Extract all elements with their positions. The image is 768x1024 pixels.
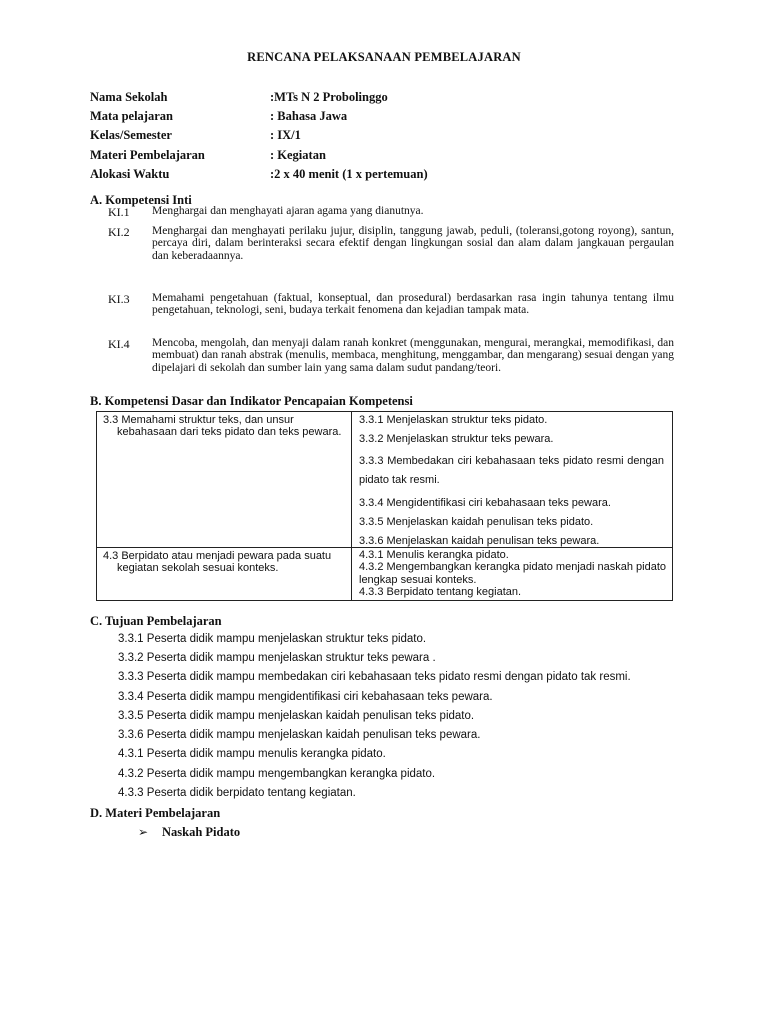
- identity-value-time: :2 x 40 menit (1 x pertemuan): [270, 167, 428, 181]
- identity-label-material: Materi Pembelajaran: [90, 148, 205, 162]
- identity-label-school: Nama Sekolah: [90, 90, 168, 104]
- ki3-code: KI.3: [108, 292, 130, 306]
- indicator-item: 4.3.3 Berpidato tentang kegiatan.: [359, 586, 522, 599]
- material-bullet: Naskah Pidato: [162, 825, 241, 839]
- ki1-code: KI.1: [108, 205, 130, 219]
- goal-item: 4.3.3 Peserta didik berpidato tentang kegiatan.: [118, 787, 356, 799]
- identity-label-subject: Mata pelajaran: [90, 109, 173, 123]
- kd-cell: [97, 412, 352, 548]
- document-title: RENCANA PELAKSANAAN PEMBELAJARAN: [247, 50, 521, 64]
- indicator-item: 3.3.3 Membedakan ciri kebahasaan teks pidato resmi dengan pidato tak resmi.: [359, 455, 664, 486]
- goal-item: 3.3.4 Peserta didik mampu mengidentifikasi ciri kebahasaan teks pewara.: [118, 691, 493, 703]
- section-d-heading: D. Materi Pembelajaran: [90, 806, 221, 820]
- indicator-item: 3.3.1 Menjelaskan struktur teks pidato.: [359, 414, 548, 426]
- identity-value-school: :MTs N 2 Probolinggo: [270, 90, 388, 104]
- section-c-heading: C. Tujuan Pembelajaran: [90, 614, 222, 628]
- competency-table: [96, 411, 673, 601]
- indicator-cell: [352, 548, 673, 601]
- goal-item: 3.3.3 Peserta didik mampu membedakan ciri kebahasaan teks pidato resmi dengan pidato tak resmi.: [118, 671, 631, 683]
- table-row: [97, 412, 673, 548]
- goal-item: 4.3.1 Peserta didik mampu menulis kerangka pidato.: [118, 748, 386, 760]
- kd-text: 4.3 Berpidato atau menjadi pewara pada suatu kegiatan sekolah sesuai konteks.: [103, 550, 332, 575]
- ki2-code: KI.2: [108, 225, 130, 239]
- indicator-item: 3.3.4 Mengidentifikasi ciri kebahasaan teks pewara.: [359, 496, 611, 509]
- ki4-code: KI.4: [108, 337, 130, 351]
- indicator-item: 3.3.2 Menjelaskan struktur teks pewara.: [359, 433, 554, 445]
- indicator-cell: [352, 412, 673, 548]
- indicator-item: 3.3.6 Menjelaskan kaidah penulisan teks pewara.: [359, 534, 600, 547]
- kd-text: 3.3 Memahami struktur teks, dan unsur kebahasaan dari teks pidato dan teks pewara.: [103, 414, 342, 439]
- identity-value-subject: : Bahasa Jawa: [270, 109, 348, 123]
- goal-item: 3.3.5 Peserta didik mampu menjelaskan kaidah penulisan teks pidato.: [118, 710, 475, 722]
- identity-value-material: : Kegiatan: [270, 148, 326, 162]
- ki3-text: Memahami pengetahuan (faktual, konseptual, dan prosedural) berdasarkan rasa ingin tahunya tentang ilmu pengetahuan, teknologi, seni, budaya terkait fenomena dan kejadian tampak mata.: [152, 292, 674, 317]
- identity-label-time: Alokasi Waktu: [90, 167, 170, 181]
- goal-item: 3.3.6 Peserta didik mampu menjelaskan kaidah penulisan teks pewara.: [118, 729, 481, 741]
- goal-item: 4.3.2 Peserta didik mampu mengembangkan kerangka pidato.: [118, 768, 436, 780]
- identity-value-class: : IX/1: [270, 128, 301, 142]
- table-row: [97, 548, 673, 601]
- goal-item: 3.3.1 Peserta didik mampu menjelaskan struktur teks pidato.: [118, 633, 427, 645]
- ki2-text: Menghargai dan menghayati perilaku jujur, disiplin, tanggung jawab, peduli, (toleransi,gotong royong), santun, percaya diri, dalam berinteraksi secara efektif dengan lingkungan sosial dan alam dalam jangkauan pergaulan dan keberadaannya.: [152, 225, 674, 262]
- arrow-bullet-icon: ➢: [138, 825, 149, 839]
- kd-cell: [97, 548, 352, 601]
- ki1-text: Menghargai dan menghayati ajaran agama yang dianutnya.: [152, 205, 424, 217]
- indicator-item: 4.3.1 Menulis kerangka pidato.: [359, 549, 509, 561]
- goal-item: 3.3.2 Peserta didik mampu menjelaskan struktur teks pewara .: [118, 652, 436, 664]
- indicator-item: 3.3.5 Menjelaskan kaidah penulisan teks pidato.: [359, 515, 594, 528]
- section-a-heading: A. Kompetensi Inti: [90, 193, 192, 207]
- identity-label-class: Kelas/Semester: [90, 128, 172, 142]
- indicator-item: 4.3.2 Mengembangkan kerangka pidato menjadi naskah pidato lengkap sesuai konteks.: [359, 561, 666, 586]
- ki4-text: Mencoba, mengolah, dan menyaji dalam ranah konkret (menggunakan, mengurai, merangkai, memodifikasi, dan membuat) dan ranah abstrak (menulis, membaca, menghitung, menggambar, dan mengarang) sesuai dengan yang dipelajari di sekolah dan sumber lain yang sama dalam sudut pandang/teori.: [152, 337, 674, 374]
- section-b-heading: B. Kompetensi Dasar dan Indikator Pencapaian Kompetensi: [90, 394, 413, 408]
